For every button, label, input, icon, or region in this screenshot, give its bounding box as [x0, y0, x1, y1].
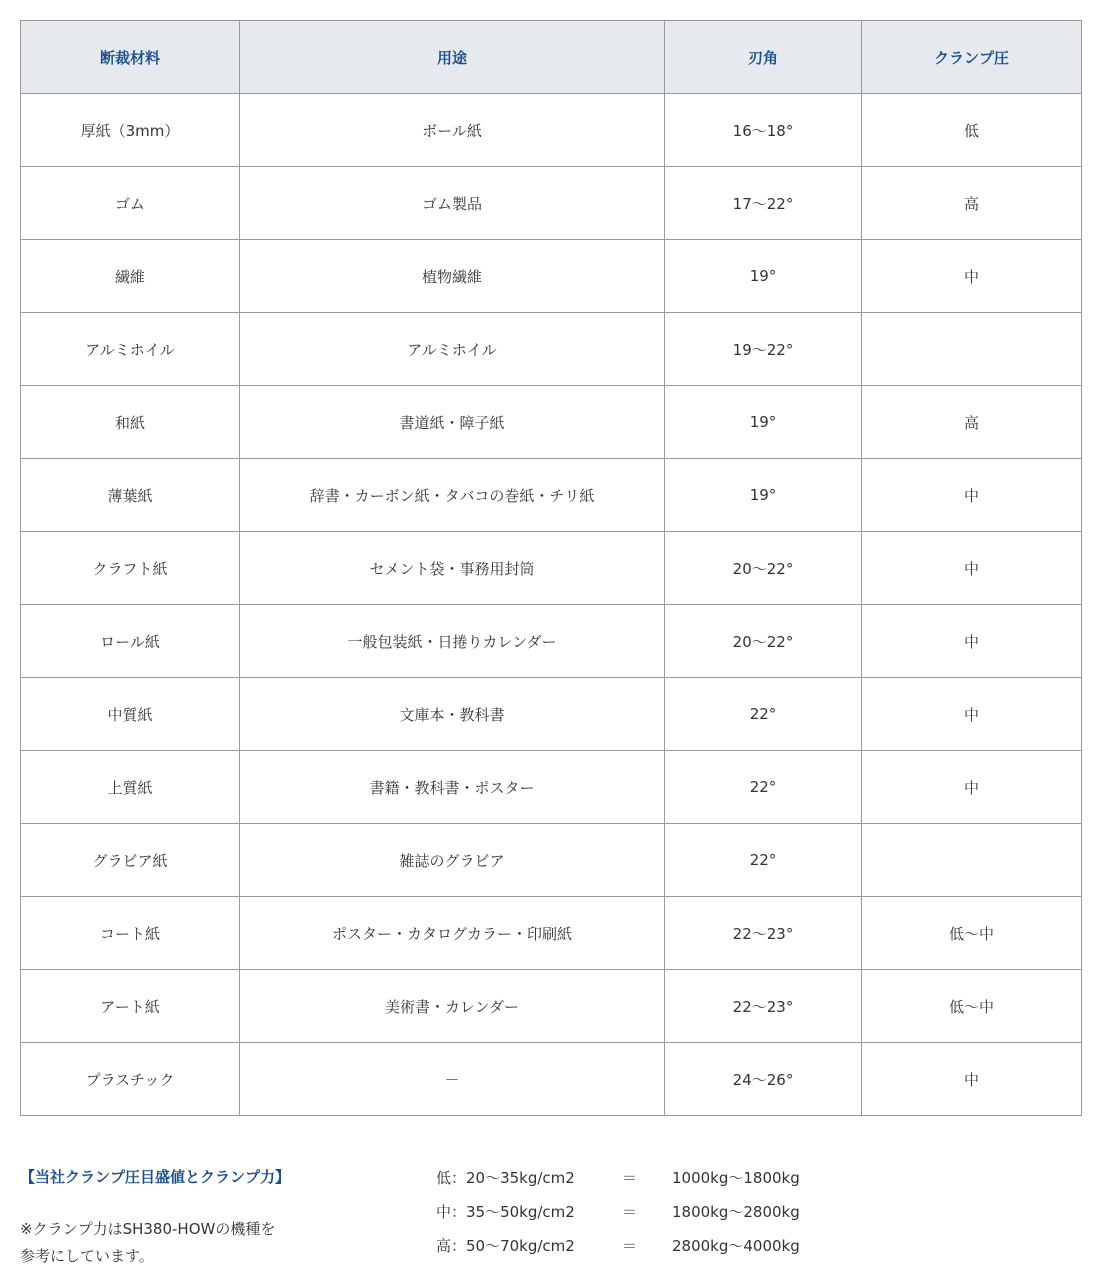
cell-clamp-pressure: 中: [862, 240, 1082, 313]
clamp-row: [436, 1228, 872, 1262]
cell-material: クラフト紙: [21, 532, 240, 605]
cell-clamp-pressure: 中: [862, 459, 1082, 532]
cell-material: 薄葉紙: [21, 459, 240, 532]
cell-material: 和紙: [21, 386, 240, 459]
notes-remark-line: ※クランプ力はSH380-HOWの機種を: [20, 1220, 276, 1238]
cell-usage: アルミホイル: [240, 313, 665, 386]
cell-clamp-pressure: 中: [862, 751, 1082, 824]
cell-clamp-pressure: 低～中: [862, 970, 1082, 1043]
clamp-force: 1800kg～2800kg: [672, 1202, 800, 1221]
notes-title: 【当社クランプ圧目盛値とクランプ力】: [20, 1168, 291, 1186]
table-row: [21, 386, 1082, 459]
cell-clamp-pressure: 高: [862, 386, 1082, 459]
cell-usage: セメント袋・事務用封筒: [240, 532, 665, 605]
cell-clamp-pressure: 中: [862, 605, 1082, 678]
clamp-level: 中：35～50kg/cm2: [436, 1202, 575, 1221]
cell-blade-angle: 19～22°: [665, 313, 862, 386]
cell-usage: ゴム製品: [240, 167, 665, 240]
table-row: [21, 532, 1082, 605]
cell-clamp-pressure: [862, 313, 1082, 386]
cell-material: コート紙: [21, 897, 240, 970]
table-row: [21, 824, 1082, 897]
cell-blade-angle: 20～22°: [665, 605, 862, 678]
cell-clamp-pressure: 低～中: [862, 897, 1082, 970]
equals-sign: ＝: [622, 1202, 638, 1221]
clamp-notes: [20, 1160, 1081, 1270]
table-row: [21, 605, 1082, 678]
cell-material: グラビア紙: [21, 824, 240, 897]
cell-usage: 書籍・教科書・ポスター: [240, 751, 665, 824]
cell-blade-angle: 22°: [665, 824, 862, 897]
cell-blade-angle: 19°: [665, 459, 862, 532]
cell-usage: 書道紙・障子紙: [240, 386, 665, 459]
cell-usage: ボール紙: [240, 94, 665, 167]
clamp-row: [436, 1194, 872, 1228]
cell-material: アート紙: [21, 970, 240, 1043]
cell-usage: －: [240, 1043, 665, 1116]
cell-blade-angle: 17～22°: [665, 167, 862, 240]
header-blade-angle: 刃角: [665, 21, 862, 94]
cell-clamp-pressure: 高: [862, 167, 1082, 240]
table-row: [21, 678, 1082, 751]
table-row: [21, 240, 1082, 313]
cell-usage: ポスター・カタログカラー・印刷紙: [240, 897, 665, 970]
cell-material: プラスチック: [21, 1043, 240, 1116]
cell-usage: 一般包装紙・日捲りカレンダー: [240, 605, 665, 678]
table-row: [21, 1043, 1082, 1116]
equals-sign: ＝: [622, 1168, 638, 1187]
clamp-level: 低：20～35kg/cm2: [436, 1168, 575, 1187]
cell-clamp-pressure: 中: [862, 678, 1082, 751]
cell-blade-angle: 22°: [665, 751, 862, 824]
cell-material: 繊維: [21, 240, 240, 313]
table-row: [21, 751, 1082, 824]
cell-clamp-pressure: 中: [862, 1043, 1082, 1116]
cell-blade-angle: 22°: [665, 678, 862, 751]
clamp-level: 高：50～70kg/cm2: [436, 1236, 575, 1255]
cell-material: ロール紙: [21, 605, 240, 678]
cell-blade-angle: 24～26°: [665, 1043, 862, 1116]
cell-blade-angle: 22～23°: [665, 970, 862, 1043]
cell-material: 中質紙: [21, 678, 240, 751]
cell-clamp-pressure: 低: [862, 94, 1082, 167]
header-material: 断裁材料: [21, 21, 240, 94]
clamp-force-table: [436, 1160, 872, 1262]
cell-blade-angle: 19°: [665, 240, 862, 313]
table-row: [21, 970, 1082, 1043]
cell-clamp-pressure: [862, 824, 1082, 897]
clamp-row: [436, 1160, 872, 1194]
clamp-force: 2800kg～4000kg: [672, 1236, 800, 1255]
table-row: [21, 459, 1082, 532]
cell-material: ゴム: [21, 167, 240, 240]
table-header-row: [21, 21, 1082, 94]
notes-remark-line: 参考にしています。: [20, 1247, 154, 1265]
cell-material: 厚紙（3mm）: [21, 94, 240, 167]
notes-remark: [20, 1216, 320, 1270]
table-row: [21, 897, 1082, 970]
cell-blade-angle: 20～22°: [665, 532, 862, 605]
table-row: [21, 94, 1082, 167]
cell-material: アルミホイル: [21, 313, 240, 386]
cell-usage: 美術書・カレンダー: [240, 970, 665, 1043]
cell-usage: 植物繊維: [240, 240, 665, 313]
header-clamp-pressure: クランプ圧: [862, 21, 1082, 94]
cell-usage: 辞書・カーボン紙・タバコの巻紙・チリ紙: [240, 459, 665, 532]
cutting-spec-table: [20, 20, 1082, 1116]
cell-blade-angle: 19°: [665, 386, 862, 459]
clamp-force: 1000kg～1800kg: [672, 1168, 800, 1187]
cell-usage: 雑誌のグラビア: [240, 824, 665, 897]
cell-usage: 文庫本・教科書: [240, 678, 665, 751]
table-row: [21, 167, 1082, 240]
cell-clamp-pressure: 中: [862, 532, 1082, 605]
equals-sign: ＝: [622, 1236, 638, 1255]
table-row: [21, 313, 1082, 386]
cell-material: 上質紙: [21, 751, 240, 824]
header-usage: 用途: [240, 21, 665, 94]
cell-blade-angle: 22～23°: [665, 897, 862, 970]
cell-blade-angle: 16～18°: [665, 94, 862, 167]
